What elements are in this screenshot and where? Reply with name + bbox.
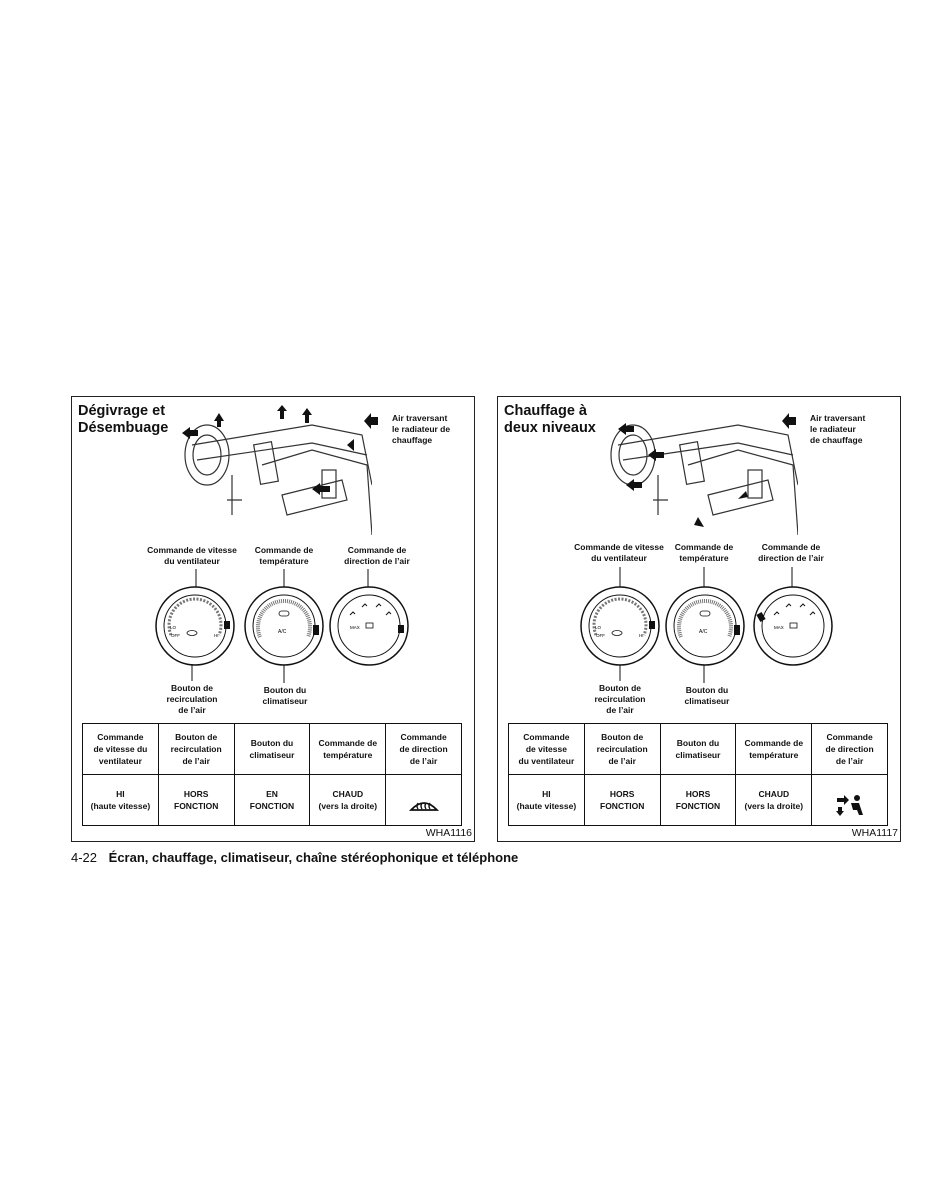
- hi-mark: HI: [639, 633, 644, 638]
- ac-button-label: Bouton du climatiseur: [262, 685, 308, 706]
- table-value-cell: [812, 775, 888, 826]
- off-mark: OFF: [171, 633, 180, 638]
- temperature-dial[interactable]: [243, 585, 325, 667]
- table-header-cell: Commande de direction de l’air: [812, 724, 888, 775]
- page-footer: [71, 850, 518, 865]
- table-value-cell: CHAUD (vers la droite): [736, 775, 812, 826]
- max-ac-mark: MAX: [350, 625, 360, 630]
- bi-level-icon: [835, 793, 865, 817]
- air-direction-dial[interactable]: [328, 585, 410, 667]
- table-value-cell: EN FONCTION: [234, 775, 310, 826]
- table-value-cell: CHAUD (vers la droite): [310, 775, 386, 826]
- fan-speed-label: Commande de vitesse du ventilateur: [147, 545, 237, 566]
- fan-speed-dial[interactable]: [154, 585, 236, 667]
- chapter-title: Écran, chauffage, climatiseur, chaîne stéréophonique et téléphone: [108, 850, 519, 865]
- figure-code: WHA1117: [851, 827, 898, 839]
- fan-speed-dial[interactable]: [579, 585, 661, 667]
- air-legend-note: Air traversant le radiateur de chauffage: [810, 413, 866, 445]
- table-value-cell: [386, 775, 462, 826]
- air-direction-dial[interactable]: [752, 585, 834, 667]
- air-legend-note: Air traversant le radiateur de chauffage: [392, 413, 451, 445]
- figure-bilevel-panel: [497, 396, 901, 842]
- figure-defrost-panel: [71, 396, 475, 842]
- table-header-cell: Commande de vitesse du ventilateur: [509, 724, 585, 775]
- settings-table: [508, 723, 888, 826]
- temperature-label: Commande de température: [674, 542, 734, 563]
- recirculation-label: Bouton de recirculation de l’air: [166, 683, 218, 715]
- hi-mark: HI: [214, 633, 219, 638]
- table-header-cell: Commande de direction de l’air: [386, 724, 462, 775]
- table-value-cell: HI (haute vitesse): [509, 775, 585, 826]
- table-header-cell: Bouton du climatiseur: [234, 724, 310, 775]
- figure-title: Chauffage à deux niveaux: [504, 403, 596, 436]
- air-direction-label: Commande de direction de l’air: [758, 542, 824, 563]
- figure-code: WHA1116: [425, 827, 472, 839]
- table-header-cell: Commande de température: [310, 724, 386, 775]
- defrost-icon: [409, 794, 439, 816]
- air-direction-label: Commande de direction de l’air: [344, 545, 410, 566]
- ac-button-label: Bouton du climatiseur: [684, 685, 730, 706]
- ac-mark: A/C: [699, 629, 708, 635]
- recirculation-label: Bouton de recirculation de l’air: [594, 683, 646, 715]
- table-header-cell: Bouton du climatiseur: [660, 724, 736, 775]
- table-header-cell: Commande de vitesse du ventilateur: [83, 724, 159, 775]
- table-header-cell: Bouton de recirculation de l’air: [158, 724, 234, 775]
- fan-speed-label: Commande de vitesse du ventilateur: [574, 542, 664, 563]
- temperature-label: Commande de température: [254, 545, 314, 566]
- table-header-cell: Commande de température: [736, 724, 812, 775]
- max-ac-mark: MAX: [774, 625, 784, 630]
- table-value-cell: HORS FONCTION: [158, 775, 234, 826]
- lo-mark: LO: [595, 625, 602, 630]
- lo-mark: LO: [170, 625, 177, 630]
- off-mark: OFF: [596, 633, 605, 638]
- table-value-cell: HI (haute vitesse): [83, 775, 159, 826]
- temperature-dial[interactable]: [664, 585, 746, 667]
- table-value-cell: HORS FONCTION: [660, 775, 736, 826]
- table-header-cell: Bouton de recirculation de l’air: [584, 724, 660, 775]
- page-number: 4-22: [71, 850, 98, 865]
- table-value-cell: HORS FONCTION: [584, 775, 660, 826]
- settings-table: [82, 723, 462, 826]
- figure-title: Dégivrage et Désembuage: [78, 403, 169, 436]
- ac-mark: A/C: [278, 629, 287, 635]
